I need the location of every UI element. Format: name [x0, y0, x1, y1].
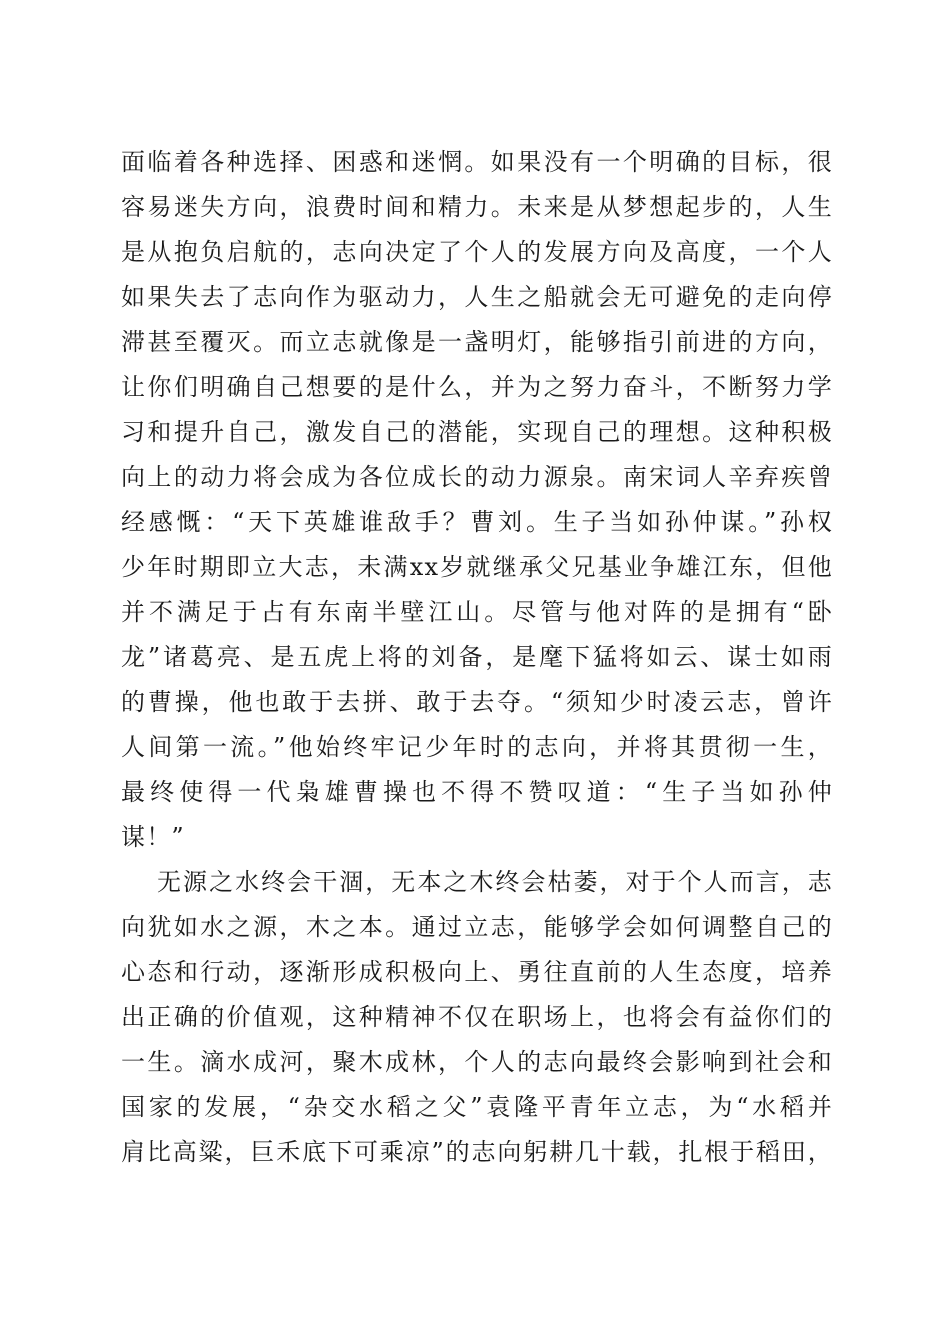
text-line: 心态和行动，逐渐形成积极向上、勇往直前的人生态度，培养 — [121, 958, 833, 986]
text-line: 向犹如水之源，木之本。通过立志，能够学会如何调整自己的 — [121, 913, 833, 941]
paragraph-1 — [121, 140, 833, 860]
text-line: 出正确的价值观，这种精神不仅在职场上，也将会有益你们的 — [121, 1003, 833, 1031]
text-line: 肩比高粱，巨禾底下可乘凉”的志向躬耕几十载，扎根于稻田， — [121, 1138, 833, 1166]
text-line: 如果失去了志向作为驱动力，人生之船就会无可避免的走向停 — [121, 283, 833, 311]
text-line: 并不满足于占有东南半壁江山。尽管与他对阵的是拥有“卧 — [121, 598, 833, 626]
text-line: 人间第一流。”他始终牢记少年时的志向，并将其贯彻一生， — [121, 733, 833, 761]
text-line: 容易迷失方向，浪费时间和精力。未来是从梦想起步的，人生 — [121, 193, 833, 221]
paragraph-2 — [121, 860, 833, 1175]
text-line: 少年时期即立大志，未满xx岁就继承父兄基业争雄江东，但他 — [121, 553, 833, 581]
text-line: 习和提升自己，激发自己的潜能，实现自己的理想。这种积极 — [121, 418, 833, 446]
text-line: 国家的发展，“杂交水稻之父”袁隆平青年立志，为“水稻并 — [121, 1093, 833, 1121]
text-line: 无源之水终会干涸，无本之木终会枯萎，对于个人而言，志 — [157, 868, 833, 896]
text-line: 最终使得一代枭雄曹操也不得不赞叹道：“生子当如孙仲 — [121, 778, 833, 806]
text-line: 经感慨：“天下英雄谁敌手？曹刘。生子当如孙仲谋。”孙权 — [121, 508, 833, 536]
text-line: 谋！” — [121, 823, 185, 851]
text-line: 龙”诸葛亮、是五虎上将的刘备，是麾下猛将如云、谋士如雨 — [121, 643, 833, 671]
text-line: 一生。滴水成河，聚木成林，个人的志向最终会影响到社会和 — [121, 1048, 833, 1076]
text-line: 面临着各种选择、困惑和迷惘。如果没有一个明确的目标，很 — [121, 148, 833, 176]
body-text — [121, 140, 833, 1175]
text-line: 让你们明确自己想要的是什么，并为之努力奋斗，不断努力学 — [121, 373, 833, 401]
text-line: 是从抱负启航的，志向决定了个人的发展方向及高度，一个人 — [121, 238, 833, 266]
text-line: 向上的动力将会成为各位成长的动力源泉。南宋词人辛弃疾曾 — [121, 463, 833, 491]
text-line: 的曹操，他也敢于去拼、敢于去夺。“须知少时凌云志，曾许 — [121, 688, 833, 716]
text-line: 滞甚至覆灭。而立志就像是一盏明灯，能够指引前进的方向， — [121, 328, 833, 356]
